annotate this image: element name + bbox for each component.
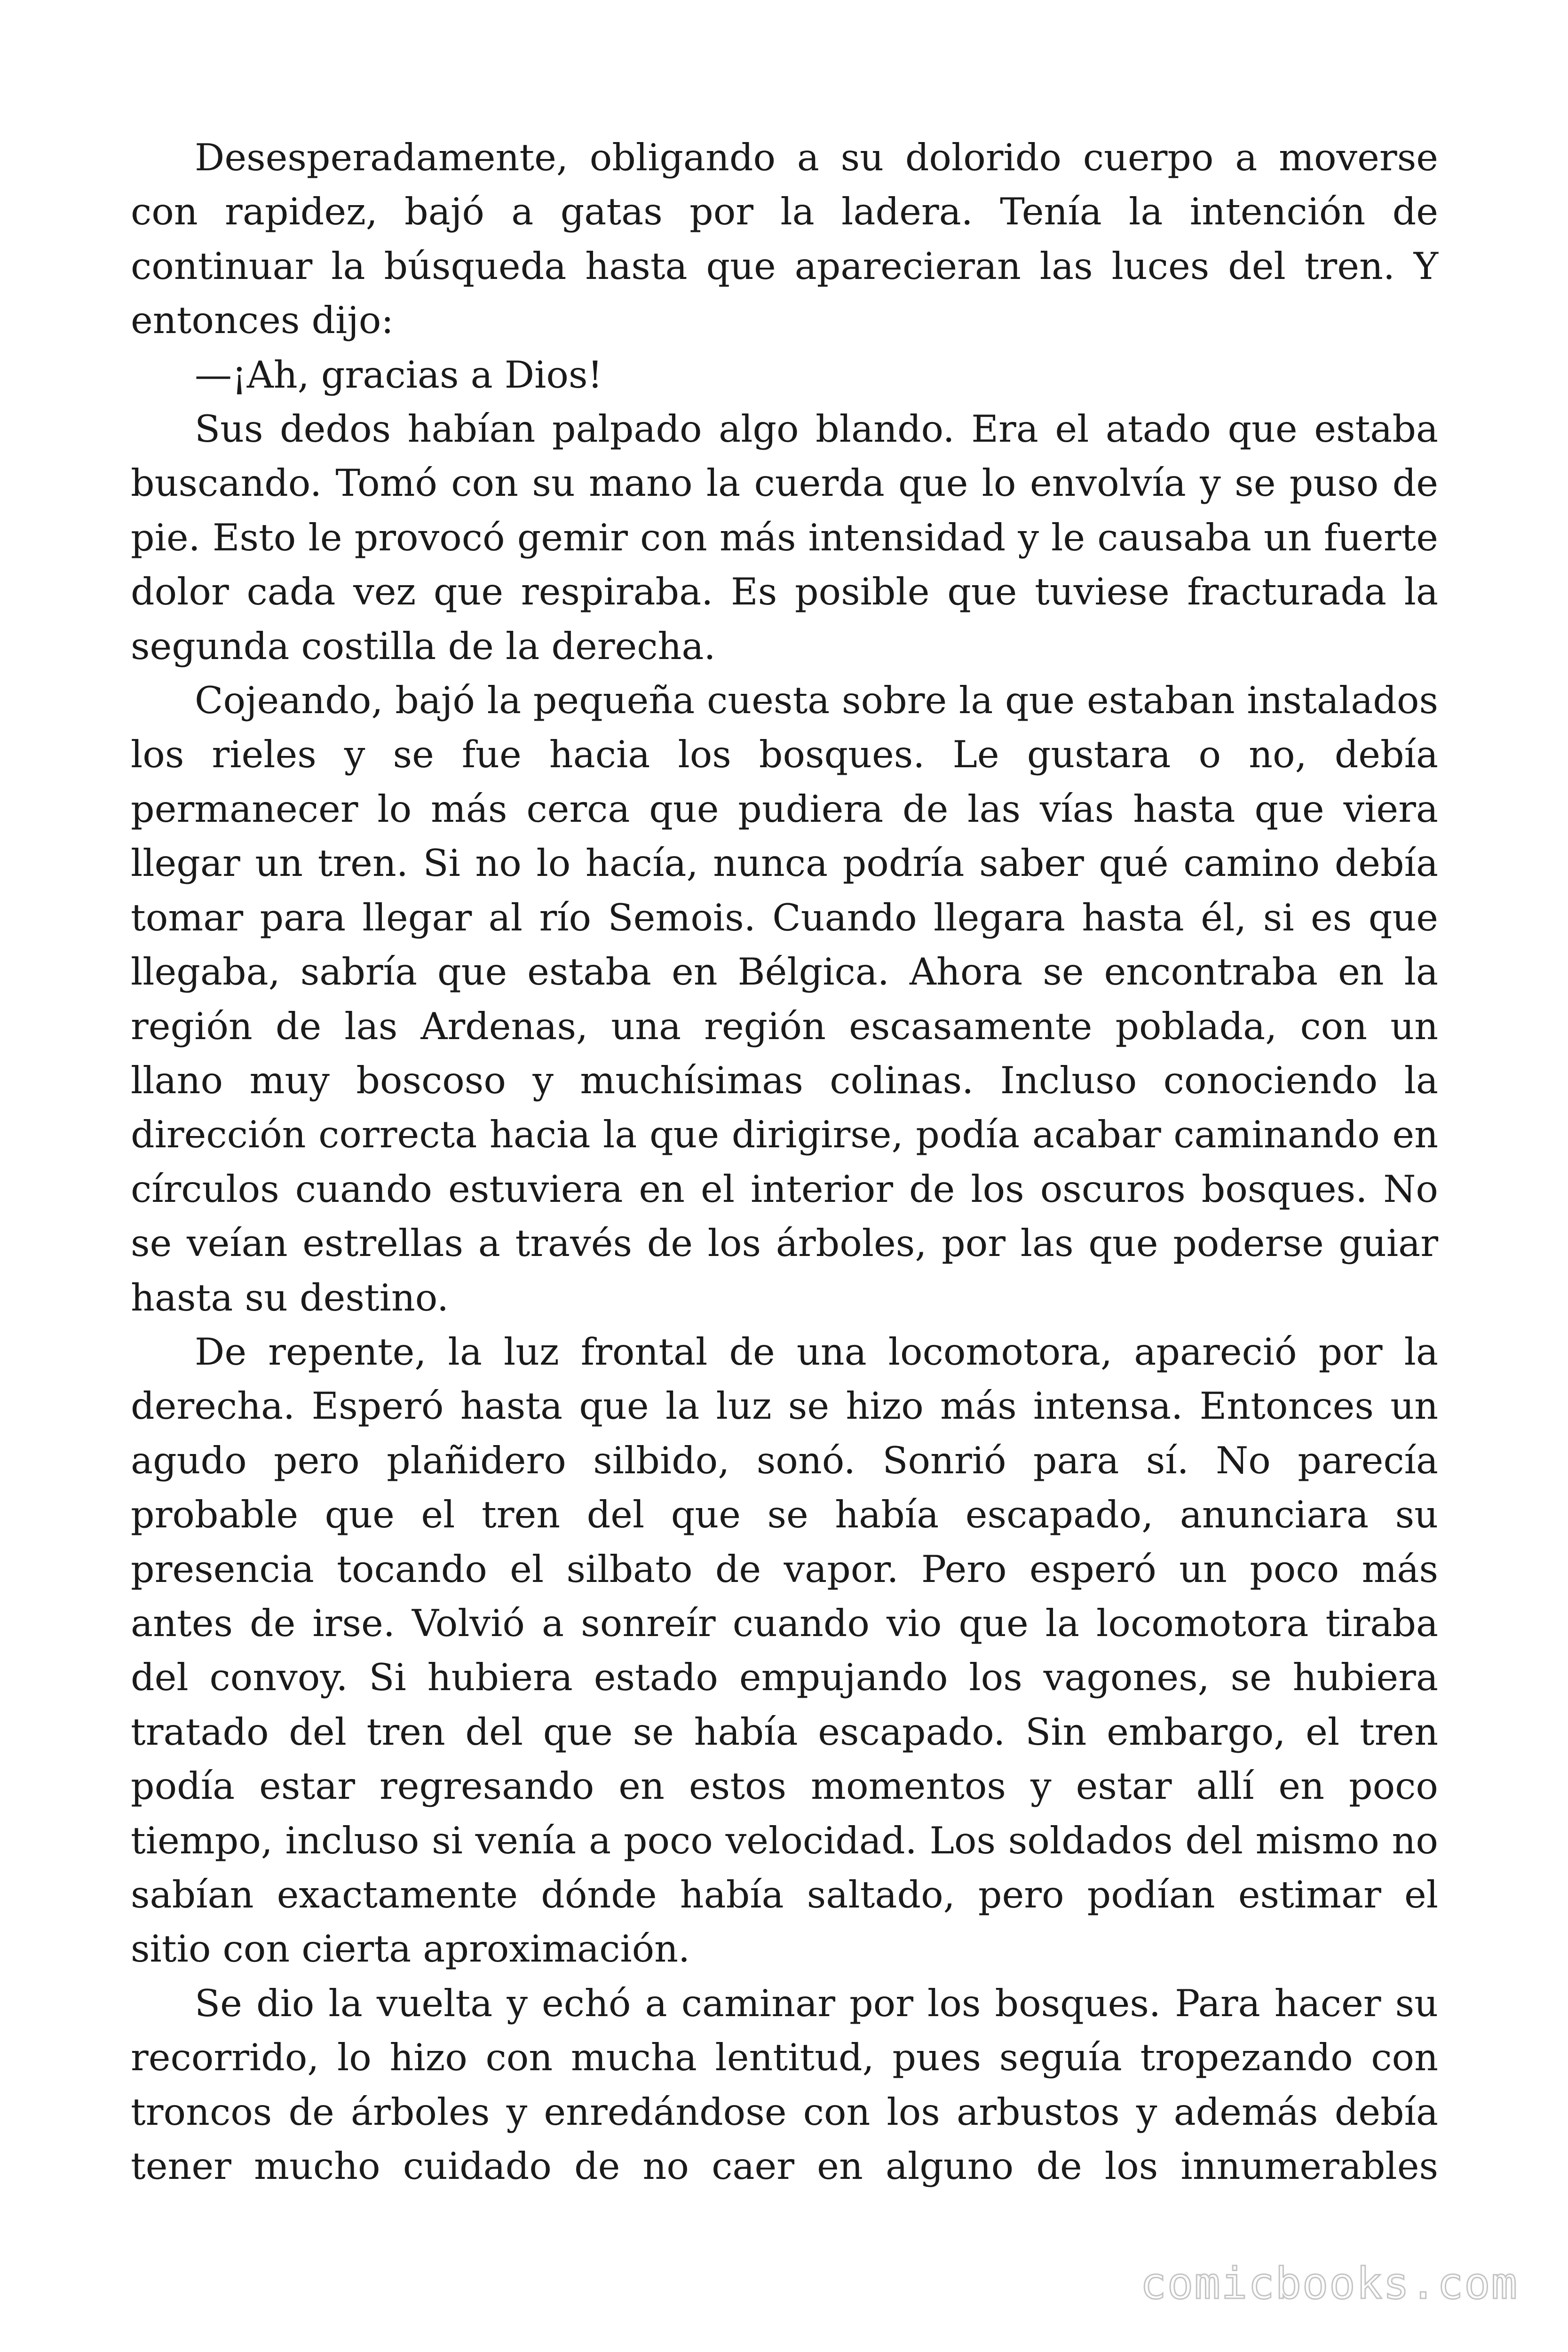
paragraph: Desesperadamente, obligando a su dolorido cuerpo a moverse con rapidez, bajó a gatas por la ladera. Tenía la intención de continuar la búsqueda hasta que aparecieran las luces del tren. Y entonces dijo: [131, 136, 1438, 342]
paragraph: Sus dedos habían palpado algo blando. Era el atado que estaba buscando. Tomó con su mano la cuerda que lo envolvía y se puso de pie. Esto le provocó gemir con más intensidad y le causaba un fuerte dolor cada vez que respiraba. Es posible que tuviese fracturada la segunda costilla de la derecha. [131, 407, 1438, 668]
paragraph-last: Se dio la vuelta y echó a caminar por los bosques. Para hacer su recorrido, lo hizo con mucha lentitud, pues seguía tropezando con troncos de árboles y enredándose con los arbustos y además debía tener mucho cuidado de no caer en alguno de los innumerables [131, 1981, 1438, 2188]
paragraph: Cojeando, bajó la pequeña cuesta sobre la que estaban instalados los rieles y se fue hacia los bosques. Le gustara o no, debía permanecer lo más cerca que pudiera de las vías hasta que viera llegar un tren. Si no lo hacía, nunca podría saber qué camino debía tomar para llegar al río Semois. Cuando llegara hasta él, si es que llegaba, sabría que estaba en Bélgica. Ahora se encontraba en la región de las Ardenas, una región escasamente poblada, con un llano muy boscoso y muchísimas colinas. Incluso conociendo la dirección correcta hacia la que dirigirse, podía acabar caminando en círculos cuando estuviera en el interior de los oscuros bosques. No se veían estrellas a través de los árboles, por las que poderse guiar hasta su destino. [131, 679, 1438, 1319]
paragraph: —¡Ah, gracias a Dios! [195, 353, 603, 397]
watermark: comicbooks.com [1140, 2258, 1518, 2309]
paragraph: De repente, la luz frontal de una locomotora, apareció por la derecha. Esperó hasta que la luz se hizo más intensa. Entonces un agudo pero plañidero silbido, sonó. Sonrió para sí. No parecía probable que el tren del que se había escapado, anunciara su presencia tocando el silbato de vapor. Pero esperó un poco más antes de irse. Volvió a sonreír cuando vio que la locomotora tiraba del convoy. Si hubiera estado empujando los vagones, se hubiera tratado del tren del que se había escapado. Sin embargo, el tren podía estar regresando en estos momentos y estar allí en poco tiempo, incluso si venía a poco velocidad. Los soldados del mismo no sabían exactamente dónde había saltado, pero podían estimar el sitio con cierta aproximación. [131, 1330, 1438, 1971]
body-text [131, 131, 1438, 2193]
